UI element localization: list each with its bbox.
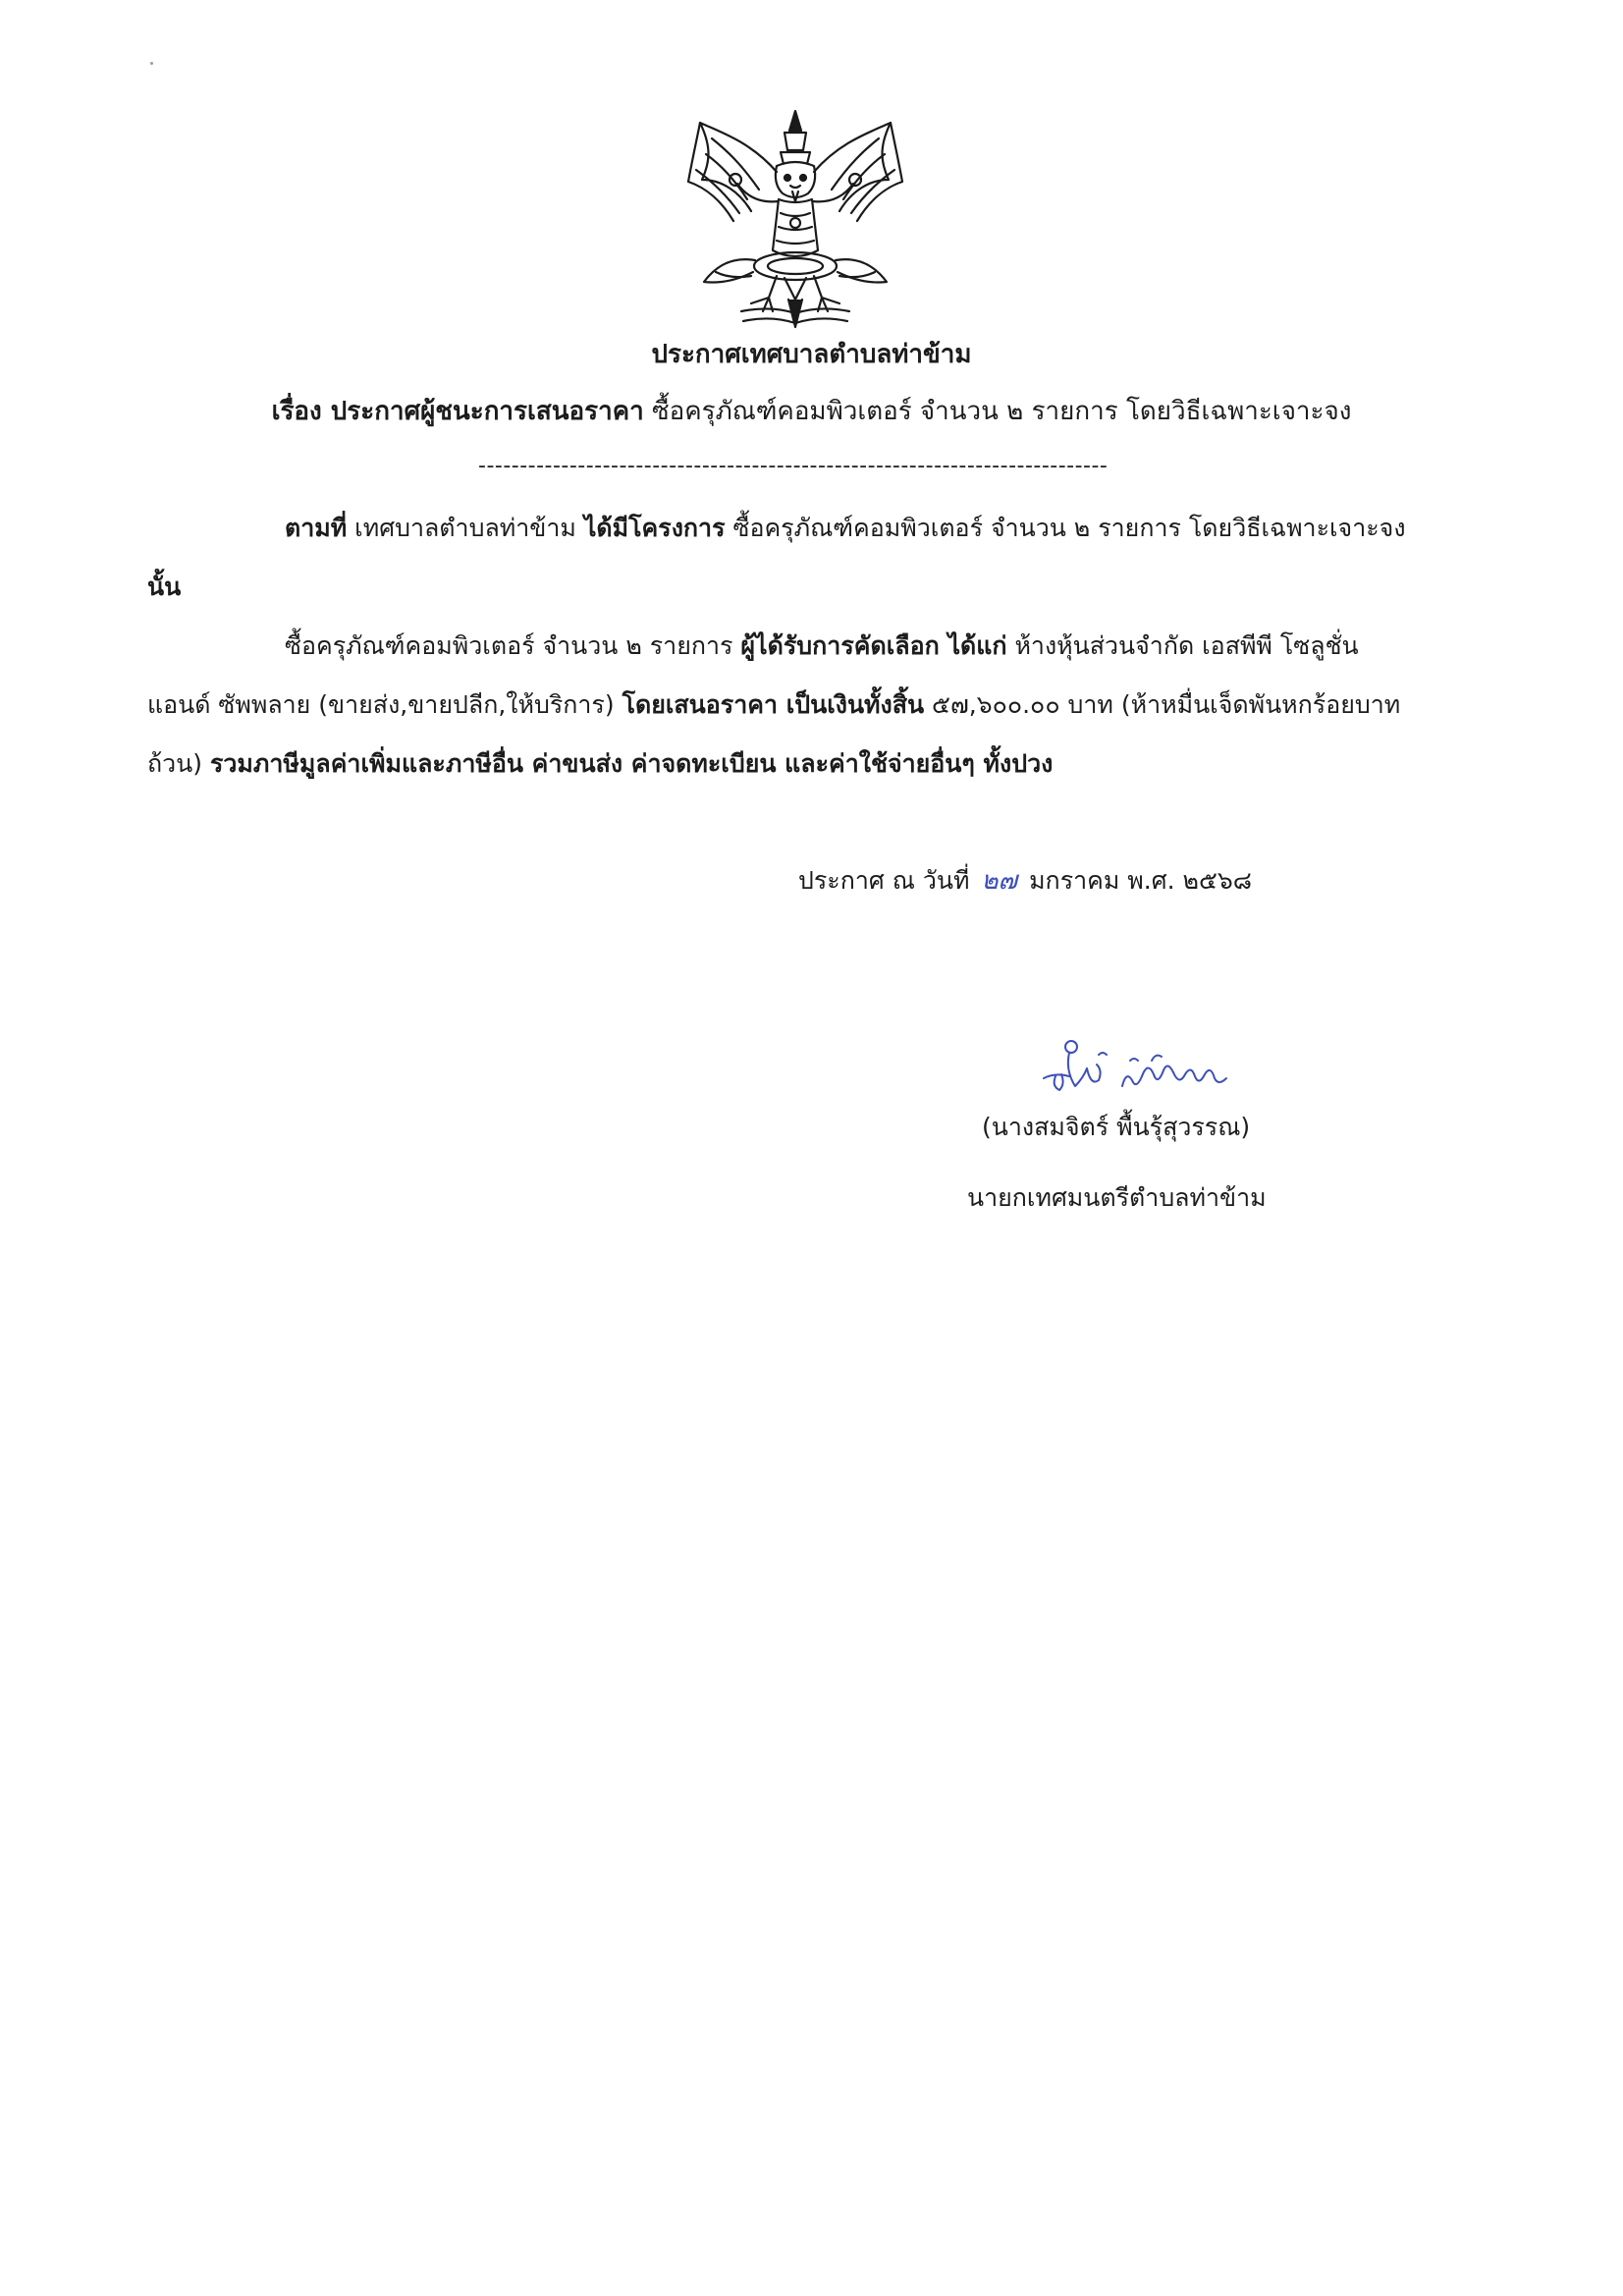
- date-day-handwritten: ๒๗: [981, 866, 1018, 896]
- page-title: ประกาศเทศบาลตำบลท่าข้าม: [651, 340, 972, 369]
- garuda-emblem-icon: [682, 103, 908, 334]
- subject-prefix: เรื่อง ประกาศผู้ชนะการเสนอราคา: [271, 397, 644, 426]
- handwritten-signature-icon: [1026, 1031, 1257, 1105]
- paragraph-2: [147, 617, 1414, 793]
- subject-text: ซื้อครุภัณฑ์คอมพิวเตอร์ จำนวน ๒ รายการ โดยวิธีเฉพาะเจาะจง: [643, 397, 1352, 426]
- scan-speck: [150, 62, 153, 65]
- date-month-year: มกราคม พ.ศ. ๒๕๖๘: [1029, 866, 1253, 895]
- paragraph-1: [147, 499, 1414, 617]
- date-prefix: ประกาศ ณ วันที่: [798, 866, 970, 895]
- signer-position: นายกเทศมนตรีตำบลท่าข้าม: [967, 1183, 1267, 1212]
- p2-item: ซื้อครุภัณฑ์คอมพิวเตอร์ จำนวน ๒ รายการ: [285, 631, 741, 660]
- p1-end: นั้น: [147, 573, 182, 601]
- p1-org: เทศบาลตำบลท่าข้าม: [347, 514, 584, 542]
- p2-vendor: ห้างหุ้นส่วนจำกัด เอสพีพี โซลูชั่น แอนด์ ซัพพลาย (ขายส่ง,ขายปลีก,ให้บริการ): [147, 631, 1359, 719]
- p1-label: ตามที่: [285, 514, 348, 542]
- announcement-date: [798, 860, 1252, 901]
- subject-line: [0, 391, 1623, 431]
- divider-line: ----------------------------------------------------------------------------: [478, 454, 1109, 478]
- p1-label2: ได้มีโครงการ: [583, 514, 726, 542]
- p2-amount: ๕๗,๖๐๐.๐๐ บาท (ห้าหมื่นเจ็ดพันหกร้อยบาทถ้วน): [147, 690, 1401, 778]
- p1-text: ซื้อครุภัณฑ์คอมพิวเตอร์ จำนวน ๒ รายการ โดยวิธีเฉพาะเจาะจง: [725, 514, 1406, 542]
- p2-label3: รวมภาษีมูลค่าเพิ่มและภาษีอื่น ค่าขนส่ง ค่าจดทะเบียน และค่าใช้จ่ายอื่นๆ ทั้งปวง: [209, 749, 1054, 778]
- signer-name: (นางสมจิตร์ พื้นรุ้สุวรรณ): [982, 1113, 1251, 1141]
- p2-label2: โดยเสนอราคา เป็นเงินทั้งสิ้น: [622, 690, 925, 719]
- p2-label: ผู้ได้รับการคัดเลือก ได้แก่: [740, 631, 1007, 660]
